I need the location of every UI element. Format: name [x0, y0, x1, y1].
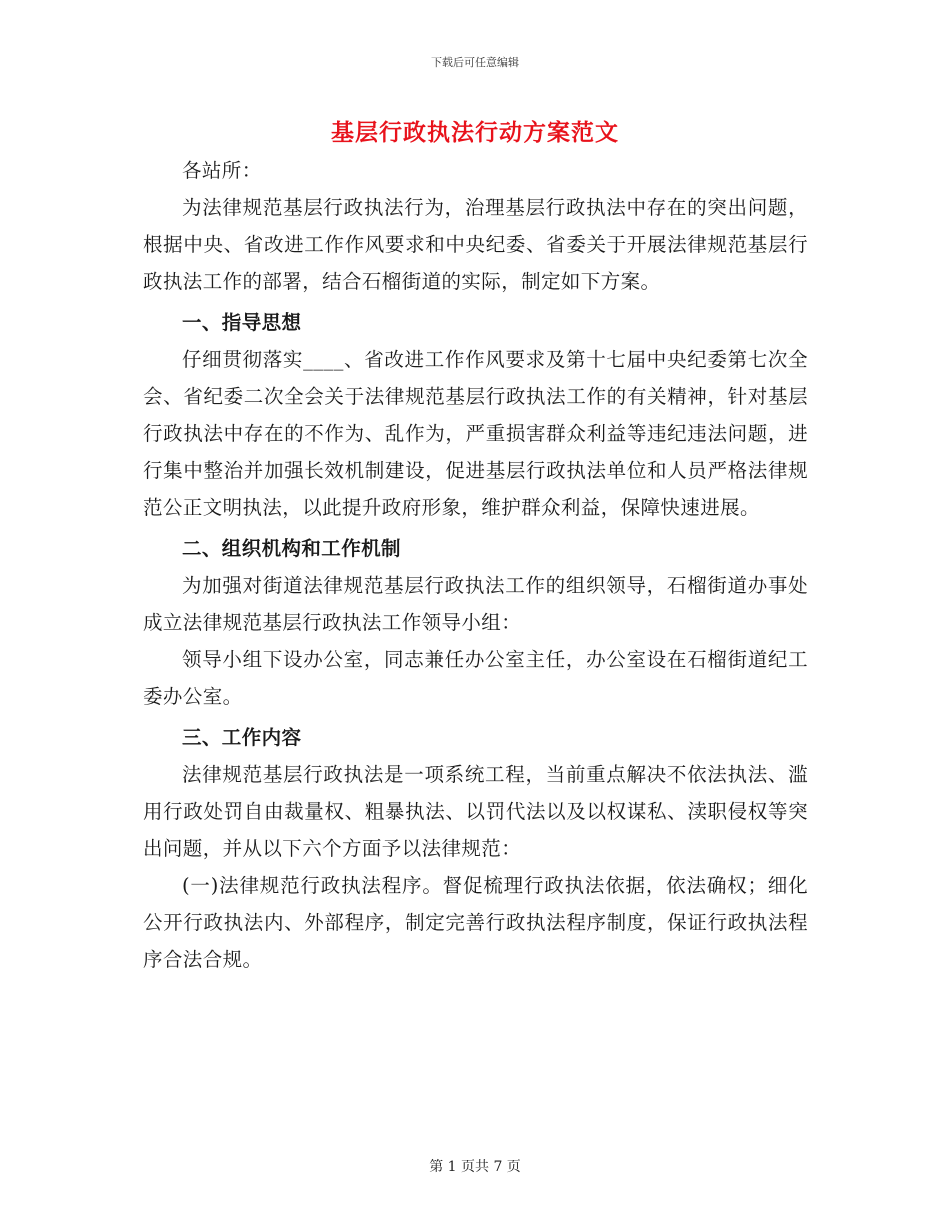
document-body [143, 152, 808, 978]
paragraph-organization-1: 为加强对街道法律规范基层行政执法工作的组织领导，石榴街道办事处成立法律规范基层行政执法工作领导小组： [143, 574, 808, 634]
page-header-note: 下载后可任意编辑 [431, 56, 519, 69]
paragraph-intro: 为法律规范基层行政执法行为，治理基层行政执法中存在的突出问题，根据中央、省改进工作作风要求和中央纪委、省委关于开展法律规范基层行政执法工作的部署，结合石榴街道的实际，制定如下方案。 [143, 196, 808, 293]
section-heading-organization: 二、组织机构和工作机制 [182, 537, 401, 560]
section-heading-work-content: 三、工作内容 [182, 726, 302, 749]
paragraph-guiding-thought: 仔细贯彻落实____、省改进工作作风要求及第十七届中央纪委第七次全会、省纪委二次全会关于法律规范基层行政执法工作的有关精神，针对基层行政执法中存在的不作为、乱作为，严重损害群众利益等违纪违法问题，进行集中整治并加强长效机制建设，促进基层行政执法单位和人员严格法律规范公正文明执法，以此提升政府形象，维护群众利益，保障快速进展。 [143, 348, 808, 519]
page-number-footer: 第 1 页共 7 页 [429, 1159, 521, 1175]
section-heading-guiding-thought: 一、指导思想 [182, 311, 302, 334]
document-title: 基层行政执法行动方案范文 [331, 119, 619, 146]
salutation: 各站所： [182, 159, 262, 182]
paragraph-organization-2: 领导小组下设办公室，同志兼任办公室主任，办公室设在石榴街道纪工委办公室。 [143, 648, 808, 708]
paragraph-work-content-1: 法律规范基层行政执法是一项系统工程，当前重点解决不依法执法、滥用行政处罚自由裁量权、粗暴执法、以罚代法以及以权谋私、渎职侵权等突出问题，并从以下六个方面予以法律规范： [143, 763, 808, 860]
paragraph-work-content-2: (一)法律规范行政执法程序。督促梳理行政执法依据，依法确权；细化公开行政执法内、外部程序，制定完善行政执法程序制度，保证行政执法程序合法合规。 [143, 874, 808, 971]
